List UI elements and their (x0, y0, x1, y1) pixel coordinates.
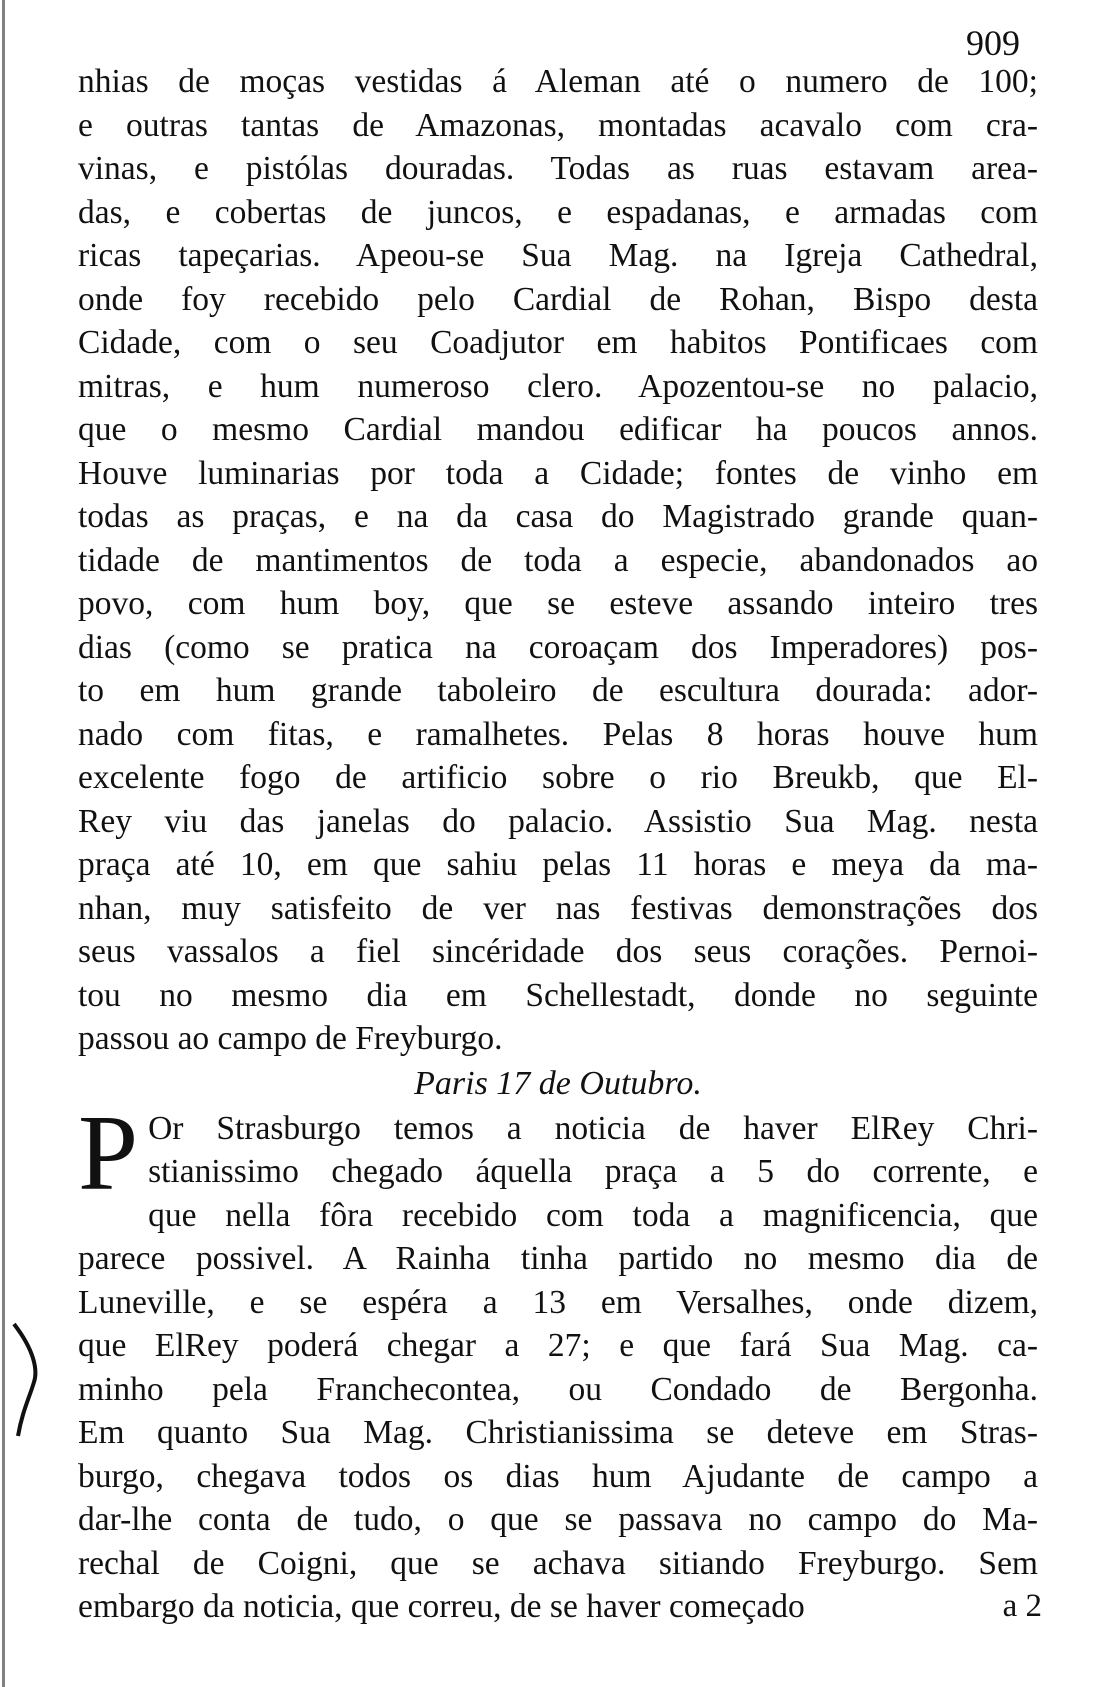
text-line: minho pela Franchecontea, ou Condado de Bergonha. (78, 1370, 1038, 1408)
page-number: 909 (966, 23, 1020, 63)
text-line: Luneville, e se espéra a 13 em Versalhes, onde dizem, (78, 1283, 1038, 1321)
drop-cap: P (78, 1093, 139, 1213)
dateline: Paris 17 de Outubro. (414, 1064, 702, 1102)
text-line: Rey viu das janelas do palacio. Assistio Sua Mag. nesta (78, 802, 1038, 840)
text-line: que o mesmo Cardial mandou edificar ha poucos annos. (78, 411, 1038, 448)
text-line: todas as praças, e na da casa do Magistrado grande quan- (78, 498, 1038, 535)
text-line: que ElRey poderá chegar a 27; e que fará Sua Mag. ca- (78, 1327, 1038, 1364)
text-line: dias (como se pratica na coroaçam dos Imperadores) pos- (78, 628, 1038, 666)
text-line: nhan, muy satisfeito de ver nas festivas demonstrações dos (78, 889, 1038, 927)
paragraph-1 (78, 60, 1038, 1061)
text-line: dar-lhe conta de tudo, o que se passava no campo do Ma- (78, 1501, 1038, 1538)
catchword: a 2 (1002, 1588, 1042, 1624)
text-line: das, e cobertas de juncos, e espadanas, e armadas com (78, 193, 1038, 231)
text-line: excelente fogo de artificio sobre o rio Breukb, que El- (78, 759, 1038, 796)
paragraph-2 (78, 1093, 1038, 1629)
text-line: to em hum grande taboleiro de escultura dourada: ador- (78, 672, 1038, 709)
text-line: parece possivel. A Rainha tinha partido no mesmo dia de (78, 1240, 1038, 1277)
text-line: Houve luminarias por toda a Cidade; fontes de vinho em (78, 454, 1038, 492)
text-line: Em quanto Sua Mag. Christianissima se deteve em Stras- (78, 1414, 1038, 1451)
text-line: rechal de Coigni, que se achava sitiando Freyburgo. Sem (78, 1544, 1038, 1582)
text-line: Cidade, com o seu Coadjutor em habitos Pontificaes com (78, 324, 1038, 361)
text-line: seus vassalos a fiel sincéridade dos seus corações. Pernoi- (78, 933, 1038, 970)
text-line: povo, com hum boy, que se esteve assando inteiro tres (78, 585, 1038, 622)
text-line: vinas, e pistólas douradas. Todas as ruas estavam area- (78, 150, 1038, 187)
text-line: nado com fitas, e ramalhetes. Pelas 8 horas houve hum (78, 715, 1038, 753)
text-line: tou no mesmo dia em Schellestadt, donde no seguinte (78, 976, 1038, 1014)
text-line: passou ao campo de Freyburgo. (78, 1020, 503, 1057)
text-line: burgo, chegava todos os dias hum Ajudante de campo a (78, 1457, 1038, 1495)
text-line: embargo da noticia, que correu, de se haver começado (78, 1588, 805, 1625)
margin-bracket-mark (8, 1320, 52, 1440)
text-line: stianissimo chegado áquella praça a 5 do corrente, e (148, 1153, 1038, 1190)
text-line: nhias de moças vestidas á Aleman até o numero de 100; (78, 63, 1038, 100)
text-line: praça até 10, em que sahiu pelas 11 horas e meya da ma- (78, 846, 1038, 883)
page-edge-shadow (2, 0, 5, 1687)
text-column (78, 60, 1038, 1629)
text-line: ricas tapeçarias. Apeou-se Sua Mag. na Igreja Cathedral, (78, 237, 1038, 274)
text-line: Or Strasburgo temos a noticia de haver ElRey Chri- (148, 1109, 1038, 1147)
text-line: que nella fôra recebido com toda a magnificencia, que (148, 1196, 1038, 1234)
text-line: mitras, e hum numeroso clero. Apozentou-se no palacio, (78, 367, 1038, 405)
text-line: onde foy recebido pelo Cardial de Rohan, Bispo desta (78, 280, 1038, 318)
text-line: e outras tantas de Amazonas, montadas acavalo com cra- (78, 106, 1038, 144)
text-line: tidade de mantimentos de toda a especie, abandonados ao (78, 541, 1038, 579)
